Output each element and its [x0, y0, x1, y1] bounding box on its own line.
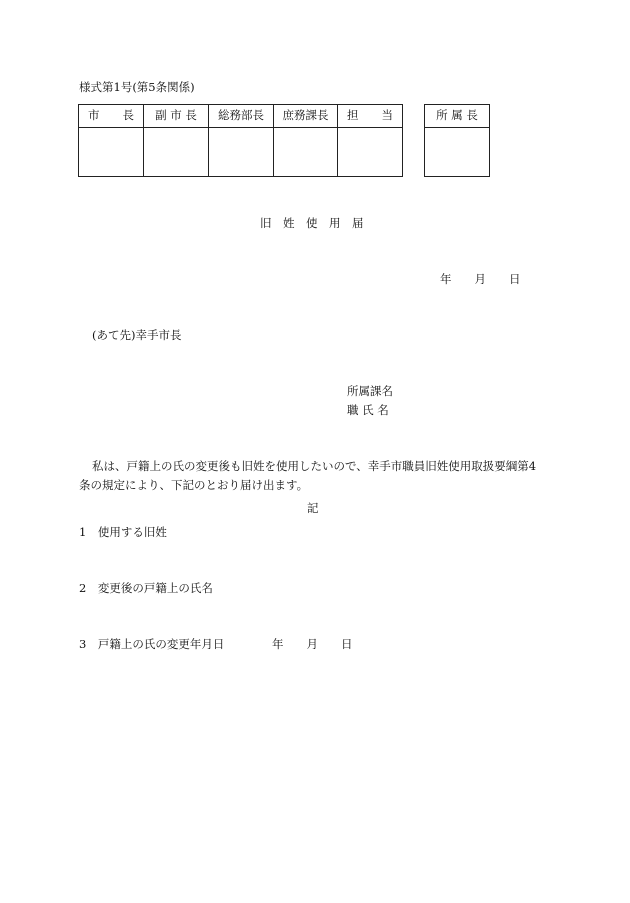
stamp-header-deputy-mayor: 副 市 長	[144, 105, 209, 128]
stamp-header-affairs-section-chief: 庶務課長	[274, 105, 338, 128]
stamp-header-general-affairs-director: 総務部長	[209, 105, 274, 128]
body-text-line-2: 条の規定により、下記のとおり届け出ます。	[79, 478, 309, 492]
addressee: (あて先)幸手市長	[92, 328, 182, 342]
ki-heading: 記	[307, 501, 319, 515]
stamp-box-affairs-section-chief	[274, 128, 338, 177]
department-head-stamp-table	[424, 104, 490, 177]
body-text-line-1: 私は、戸籍上の氏の変更後も旧姓を使用したいので、幸手市職員旧姓使用取扱要綱第4	[92, 459, 537, 473]
document-title: 旧 姓 使 用 届	[260, 216, 364, 230]
item-surname-change-date-value: 年 月 日	[272, 637, 353, 651]
stamp-header-staff-in-charge: 担 当	[338, 105, 403, 128]
item-new-registered-name: 2 変更後の戸籍上の氏名	[79, 581, 213, 595]
approval-stamp-table	[78, 104, 403, 177]
stamp-box-department-head	[425, 128, 490, 177]
stamp-box-mayor	[79, 128, 144, 177]
item-surname-change-date: 3 戸籍上の氏の変更年月日	[79, 637, 225, 651]
name-label: 職 氏 名	[347, 403, 389, 417]
submission-date: 年 月 日	[440, 272, 521, 286]
stamp-header-department-head: 所 属 長	[425, 105, 490, 128]
stamp-box-general-affairs-director	[209, 128, 274, 177]
stamp-box-deputy-mayor	[144, 128, 209, 177]
item-former-surname: 1 使用する旧姓	[79, 525, 167, 539]
stamp-header-mayor: 市 長	[79, 105, 144, 128]
form-number: 様式第1号(第5条関係)	[79, 80, 195, 94]
department-label: 所属課名	[347, 384, 393, 398]
stamp-box-staff-in-charge	[338, 128, 403, 177]
